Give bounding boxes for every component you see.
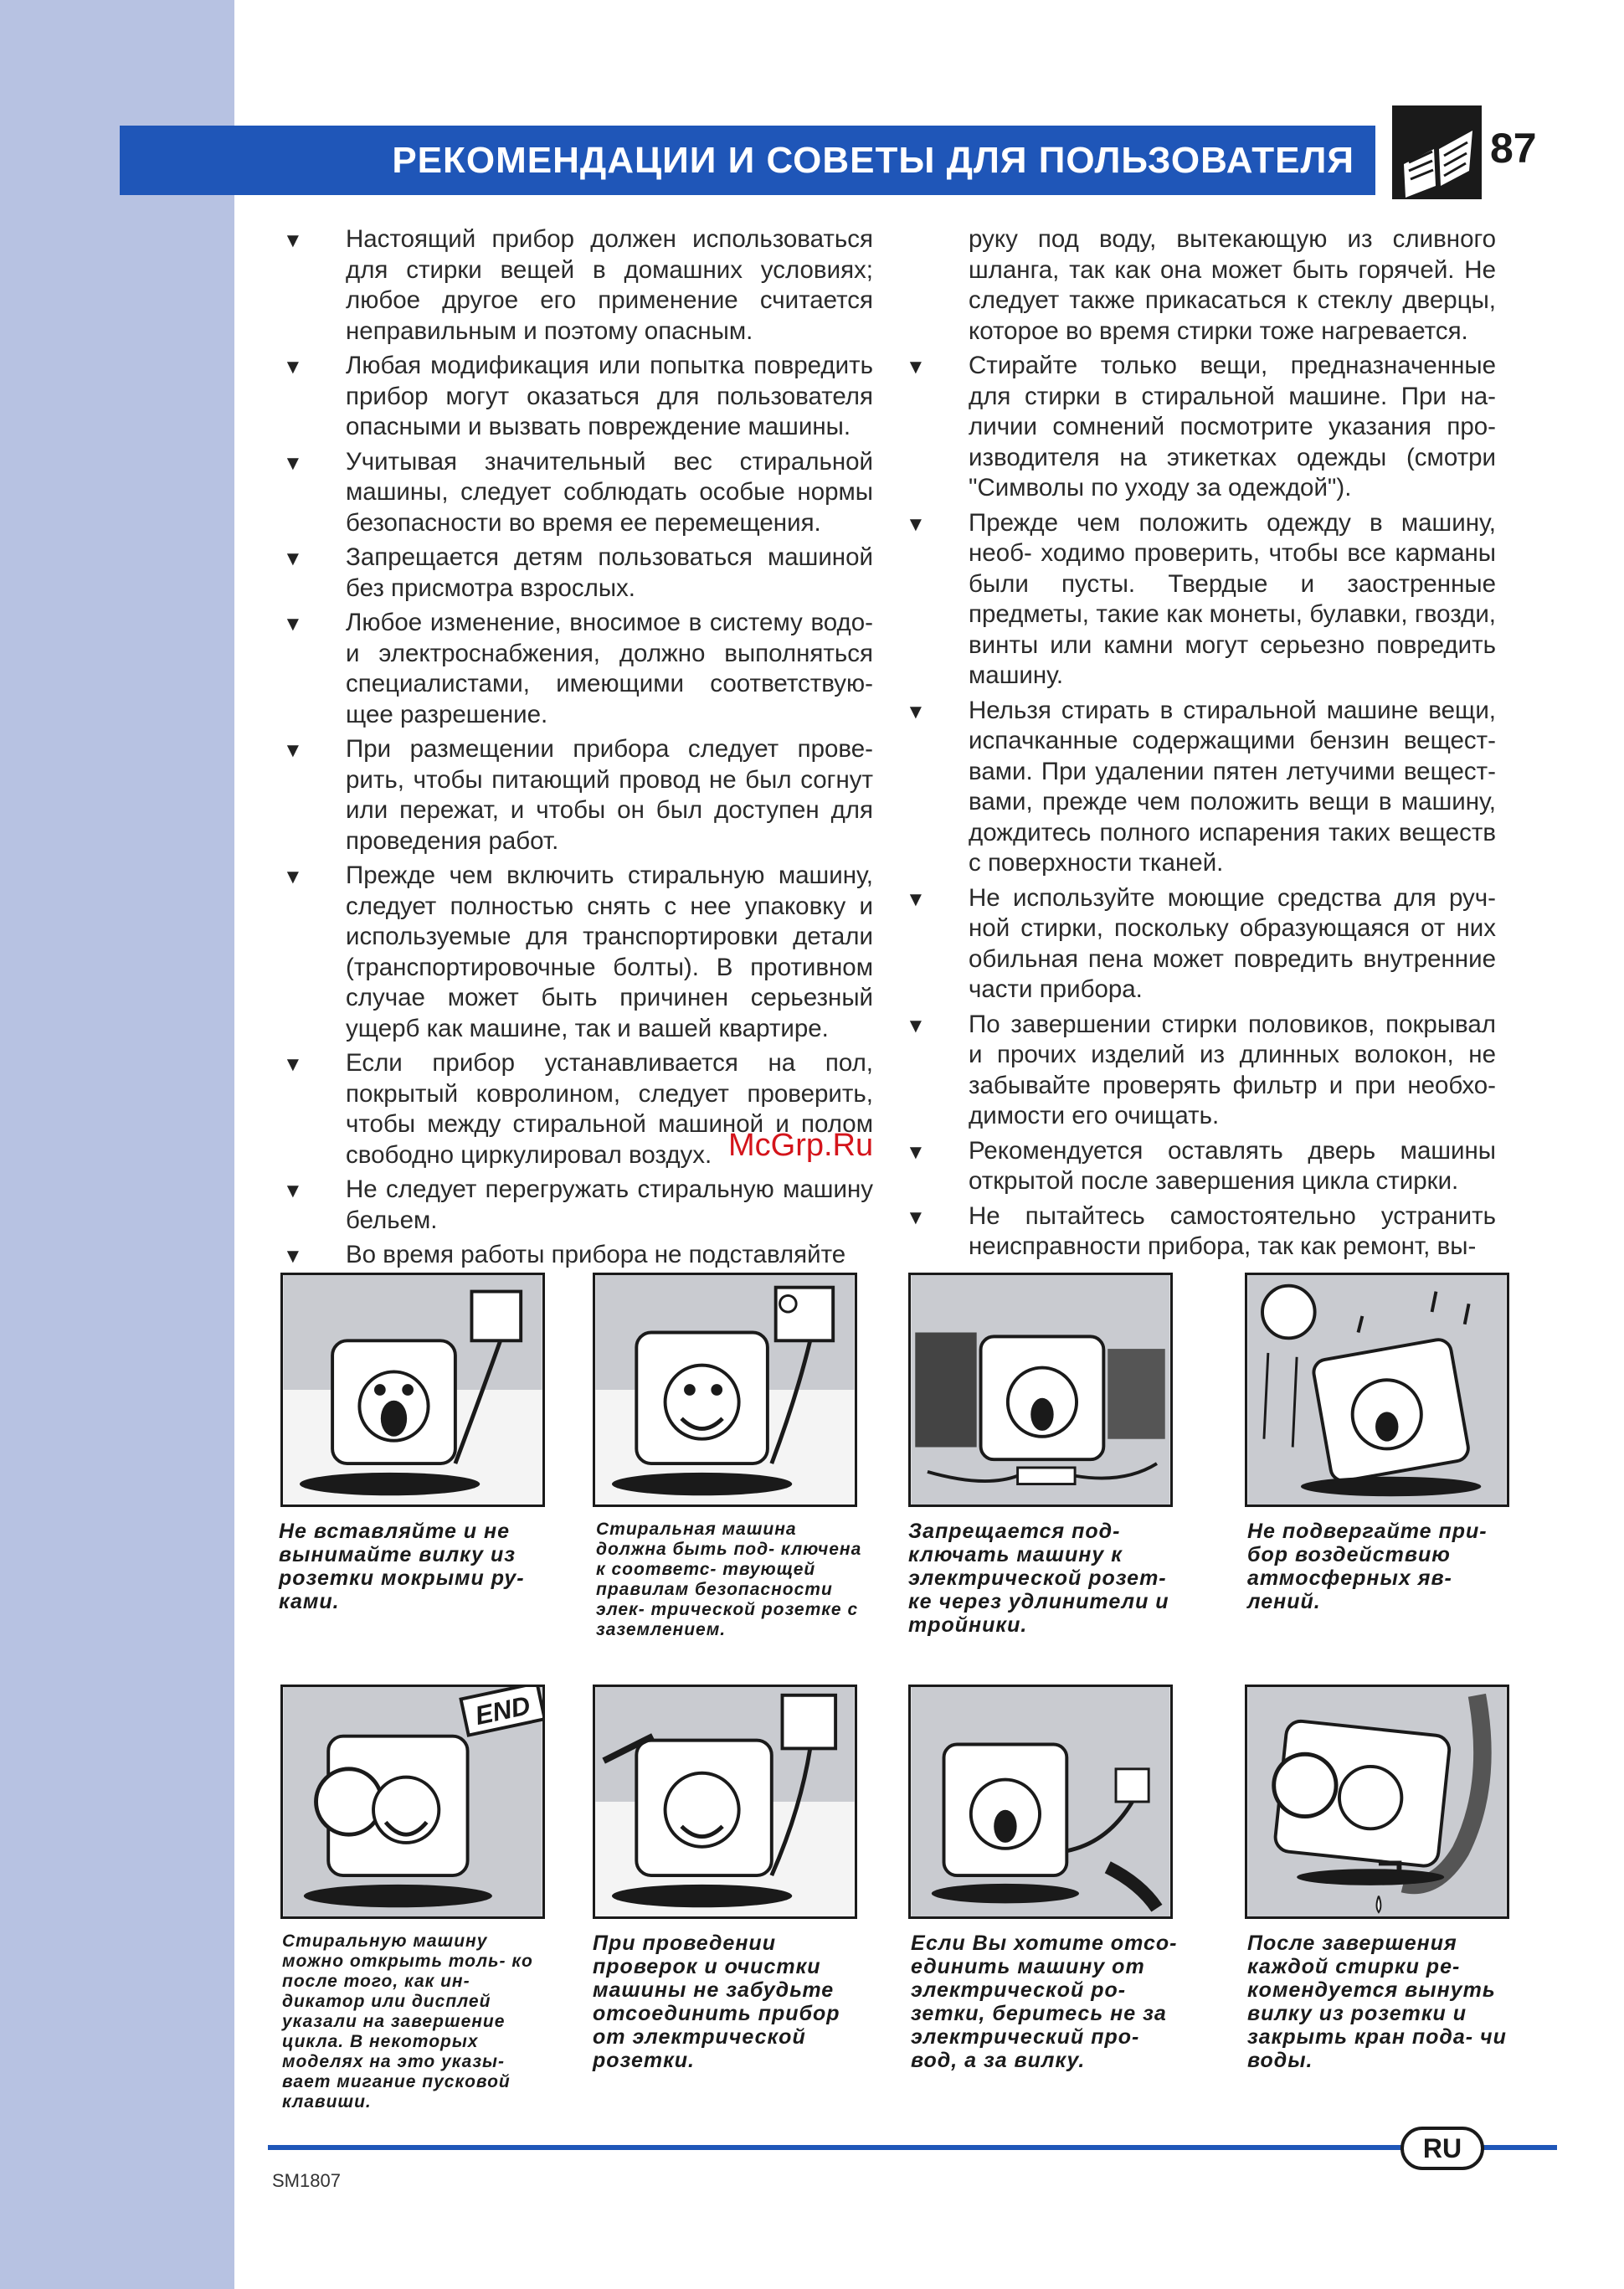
triangle-bullet-icon: ▼ <box>906 356 926 378</box>
list-item: ▼ Не используйте моющие средства для руч- ной стирки, поскольку образующаяся от них обильная пена может повредить внутренние части прибора. <box>906 883 1496 1003</box>
triangle-bullet-icon: ▼ <box>283 866 303 888</box>
triangle-bullet-icon: ▼ <box>906 700 926 723</box>
triangle-bullet-icon: ▼ <box>283 1180 303 1202</box>
watermark-link[interactable]: McGrp.Ru <box>728 1128 874 1163</box>
list-item: ▼ Любое изменение, вносимое в систему водо- и электроснабжения, должно выполняться специалистами, имеющими соответствую- щее разрешение. <box>283 609 873 728</box>
list-item: ▼ Не следует перегружать стиральную машину бельем. <box>283 1175 873 1234</box>
page-number: 87 <box>1490 125 1537 172</box>
triangle-bullet-icon: ▼ <box>283 229 303 252</box>
footer-divider <box>268 2145 1557 2150</box>
triangle-bullet-icon: ▼ <box>283 613 303 635</box>
triangle-bullet-icon: ▼ <box>283 1245 303 1268</box>
illustration-wet-hands-plug <box>280 1273 545 1507</box>
end-sign-text: END <box>472 1690 533 1731</box>
list-item: ▼ Настоящий прибор должен использоваться для стирки вещей в домашних условиях; любое другое его применение считается неправильным и поэтому опасным. <box>283 225 873 345</box>
left-sidebar-band <box>0 0 234 2289</box>
triangle-bullet-icon: ▼ <box>906 512 926 536</box>
list-item: ▼ Запрещается детям пользоваться машиной без присмотра взрослых. <box>283 543 873 602</box>
list-item: ▼ Не пытайтесь самостоятельно устранить неисправности прибора, так как ремонт, вы- <box>906 1201 1496 1260</box>
list-item: ▼ Стирайте только вещи, предназначенные для стирки в стиральной машине. При на- личии сомнений посмотрите указания про- изводителя на этикетках одежды (смотри "Символы по уходу за одеждой"). <box>906 352 1496 502</box>
right-text-column <box>906 224 1496 1267</box>
triangle-bullet-icon: ▼ <box>906 887 926 911</box>
caption-disconnect-before-service: При проведении проверок и очистки машины не забудьте отсоединить прибор от электрической розетки. <box>593 1932 840 2072</box>
caption-grounded-socket: Стиральная машина должна быть под- ключена к соответс- твующей правилам безопасности элек- трической розетке с заземлением. <box>596 1520 862 1639</box>
caption-close-water-tap: После завершения каждой стирки ре- комендуется вынуть вилку из розетки и закрыть кран пода- чи воды. <box>1247 1932 1507 2072</box>
list-item: ▼ Прежде чем положить одежду в машину, необ- ходимо проверить, чтобы все карманы были пусты. Твердые и заостренные предметы, такие как монеты, булавки, гвозди, винты или камни могут серьезно повредить машину. <box>906 508 1496 689</box>
continued-paragraph: руку под воду, вытекающую из сливного шланга, так как она может быть горячей. Не следует также прикасаться к стеклу дверцы, которое во время стирки тоже нагревается. <box>969 225 1496 345</box>
list-item: ▼ Прежде чем включить стиральную машину, следует полностью снять с нее упаковку и используемые для транспортировки детали (транспортировочные болты). В противном случае может быть причинен серьезный ущерб как машине, так и вашей квартире. <box>283 862 873 1042</box>
caption-weather-exposure: Не подвергайте при- бор воздействию атмосферных яв- лений. <box>1247 1520 1488 1613</box>
list-item: ▼ Если прибор устанавливается на пол, покрытый ковролином, следует проверить, чтобы между стиральной машиной и полом свободно циркулировал воздух. <box>283 1049 873 1169</box>
list-item: ▼ Во время работы прибора не подставляйте <box>283 1240 873 1271</box>
caption-no-extension-cords: Запрещается под- ключать машину к электрической розет- ке через удлинители и тройники. <box>908 1520 1169 1637</box>
illustration-weather-exposure <box>1245 1273 1509 1507</box>
illustration-no-extension-cords <box>908 1273 1173 1507</box>
triangle-bullet-icon: ▼ <box>283 548 303 570</box>
illustration-door-open-end <box>280 1685 545 1919</box>
page-title: РЕКОМЕНДАЦИИ И СОВЕТЫ ДЛЯ ПОЛЬЗОВАТЕЛЯ <box>392 139 1354 181</box>
illustration-disconnect-before-service <box>593 1685 857 1919</box>
triangle-bullet-icon: ▼ <box>283 739 303 762</box>
list-item: ▼ При размещении прибора следует прове- рить, чтобы питающий провод не был согнут или пережат, и чтобы он был доступен для проведения работ. <box>283 735 873 855</box>
triangle-bullet-icon: ▼ <box>283 1053 303 1076</box>
illustration-pull-plug-not-cord <box>908 1685 1173 1919</box>
triangle-bullet-icon: ▼ <box>906 1014 926 1037</box>
list-item: ▼ Рекомендуется оставлять дверь машины открытой после завершения цикла стирки. <box>906 1136 1496 1195</box>
list-item: ▼ По завершении стирки половиков, покрывал и прочих изделий из длинных волокон, не забывайте проверять фильтр и при необхо- димости его очищать. <box>906 1010 1496 1129</box>
open-book-icon <box>1392 105 1482 199</box>
model-code: SM1807 <box>272 2170 341 2191</box>
caption-door-open-end: Стиральную машину можно открыть толь- ко после того, как ин- дикатор или дисплей указали на завершение цикла. В некоторых моделях на это указы- вает мигание пусковой клавиши. <box>282 1932 533 2112</box>
language-badge: RU <box>1400 2127 1484 2170</box>
left-text-column <box>283 224 873 1275</box>
list-item: ▼ Любая модификация или попытка повредить прибор могут оказаться для пользователя опасными и вызвать повреждение машины. <box>283 352 873 440</box>
triangle-bullet-icon: ▼ <box>283 356 303 378</box>
caption-wet-hands-plug: Не вставляйте и не вынимайте вилку из розетки мокрыми ру- ками. <box>279 1520 525 1613</box>
list-item: ▼ Учитывая значительный вес стиральной машины, следует соблюдать особые нормы безопасности во время ее перемещения. <box>283 447 873 537</box>
illustration-grounded-socket <box>593 1273 857 1507</box>
illustration-close-water-tap <box>1245 1685 1509 1919</box>
caption-pull-plug-not-cord: Если Вы хотите отсо- единить машину от электрической ро- зетки, беритесь не за электрический про- вод, а за вилку. <box>911 1932 1178 2072</box>
list-item: ▼ Нельзя стирать в стиральной машине вещи, испачканные содержащими бензин вещест- вами. При удалении пятен летучими вещест- вами, прежде чем положить вещи в машину, дождитесь полного испарения таких веществ с поверхности тканей. <box>906 696 1496 877</box>
triangle-bullet-icon: ▼ <box>906 1206 926 1229</box>
triangle-bullet-icon: ▼ <box>283 451 303 475</box>
triangle-bullet-icon: ▼ <box>906 1140 926 1164</box>
header-bar <box>120 126 1375 195</box>
